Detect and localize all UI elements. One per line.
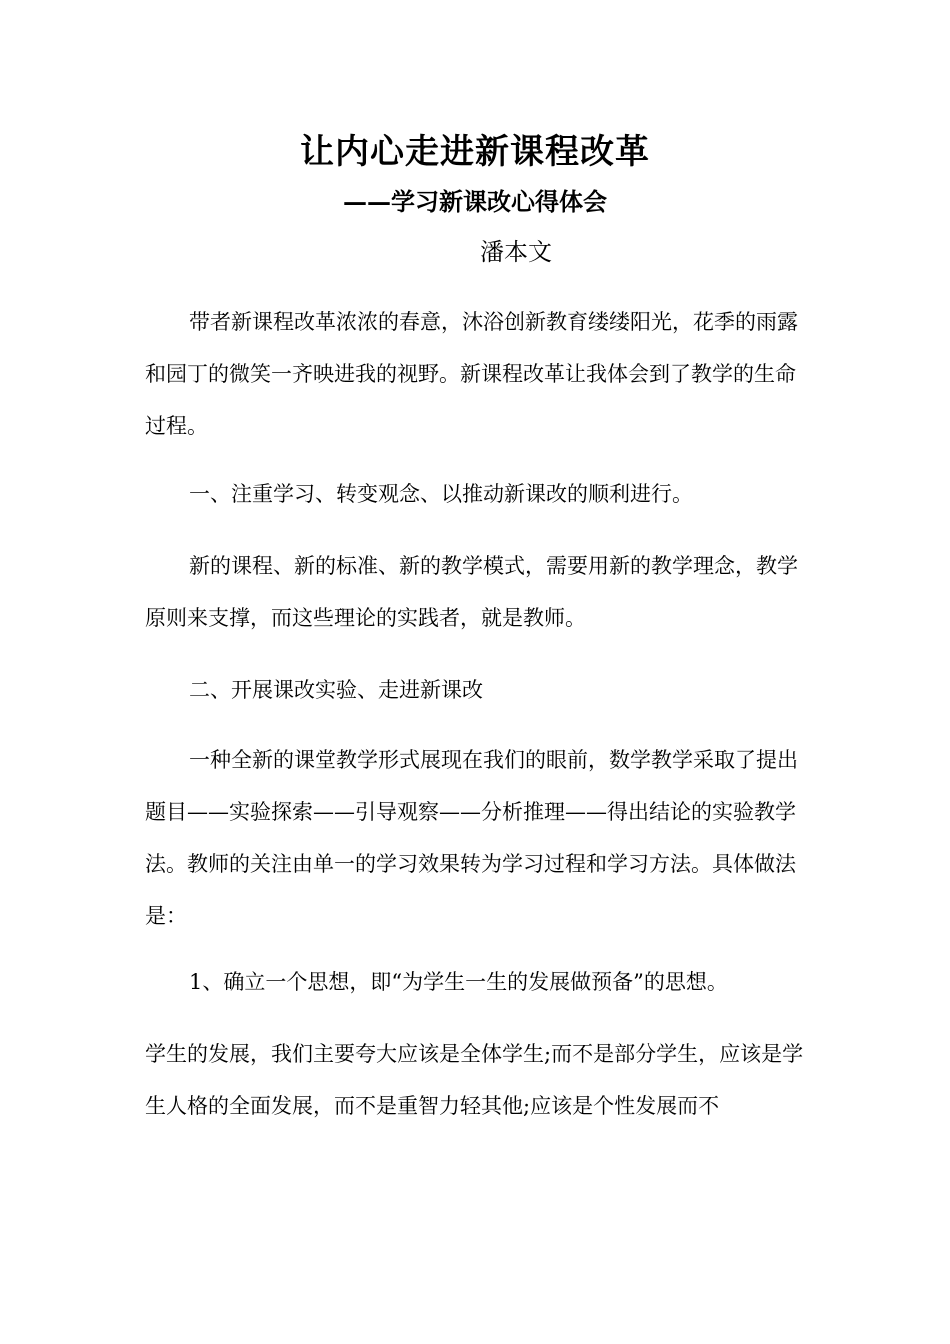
paragraph-intro: 带者新课程改革浓浓的春意，沐浴创新教育缕缕阳光，花季的雨露和园丁的微笑一齐映进我的视野。新课程改革让我体会到了教学的生命过程。 [145, 310, 798, 438]
paragraph-section-1: 新的课程、新的标准、新的教学模式，需要用新的教学理念，教学原则来支撑，而这些理论的实践者，就是教师。 [145, 554, 798, 630]
section-heading-1: 一、注重学习、转变观念、以推动新课改的顺利进行。 [189, 482, 693, 506]
document-subtitle: ——学习新课改心得体会 [343, 187, 607, 216]
section-heading-2: 二、开展课改实验、走进新课改 [189, 678, 483, 702]
document-title: 让内心走进新课程改革 [300, 132, 650, 172]
document-author: 潘本文 [480, 238, 552, 266]
list-item-1: 1、确立一个思想，即“为学生一生的发展做预备”的思想。 [189, 970, 728, 994]
paragraph-list-item-1: 学生的发展，我们主要夸大应该是全体学生;而不是部分学生，应该是学生人格的全面发展，而不是重智力轻其他;应该是个性发展而不 [145, 1042, 804, 1118]
paragraph-section-2: 一种全新的课堂教学形式展现在我们的眼前，数学教学采取了提出题目——实验探索——引导观察——分析推理——得出结论的实验教学法。教师的关注由单一的学习效果转为学习过程和学习方法。具体做法是： [145, 748, 798, 928]
